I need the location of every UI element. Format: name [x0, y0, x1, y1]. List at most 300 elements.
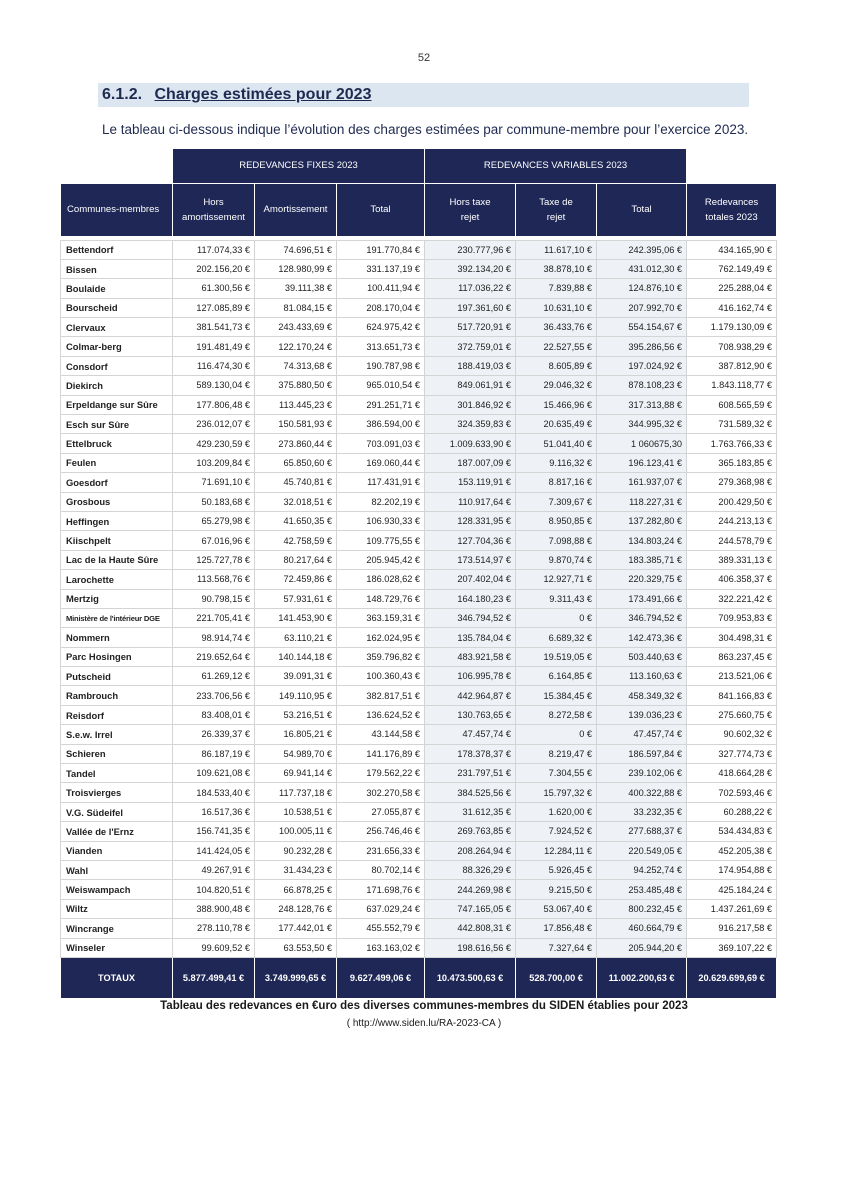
cell-total-variable: 1 060675,30 [597, 434, 687, 453]
cell-commune: Mertzig [61, 589, 173, 608]
cell-redevances-totales: 731.589,32 € [687, 415, 777, 434]
cell-total-fixe: 624.975,42 € [337, 318, 425, 337]
table-source: ( http://www.siden.lu/RA-2023-CA ) [346, 1018, 502, 1029]
cell-amortissement: 140.144,18 € [255, 647, 337, 666]
cell-total-variable: 94.252,74 € [597, 861, 687, 880]
cell-hors-taxe-rejet: 747.165,05 € [425, 899, 516, 918]
cell-hors-taxe-rejet: 849.061,91 € [425, 376, 516, 395]
cell-total-variable: 344.995,32 € [597, 415, 687, 434]
cell-hors-amortissement: 219.652,64 € [173, 647, 255, 666]
table-row [61, 376, 777, 395]
cell-hors-amortissement: 65.279,98 € [173, 511, 255, 530]
cell-taxe-rejet: 7.327,64 € [516, 938, 597, 957]
table-row [61, 240, 777, 259]
cell-redevances-totales: 841.166,83 € [687, 686, 777, 705]
cell-hors-amortissement: 141.424,05 € [173, 841, 255, 860]
cell-total-variable: 183.385,71 € [597, 550, 687, 569]
cell-taxe-rejet: 7.098,88 € [516, 531, 597, 550]
cell-hors-amortissement: 71.691,10 € [173, 473, 255, 492]
cell-amortissement: 57.931,61 € [255, 589, 337, 608]
cell-taxe-rejet: 10.631,10 € [516, 298, 597, 317]
cell-commune: Ettelbruck [61, 434, 173, 453]
cell-hors-taxe-rejet: 110.917,64 € [425, 492, 516, 511]
table-row [61, 298, 777, 317]
cell-total-variable: 220.329,75 € [597, 570, 687, 589]
cell-taxe-rejet: 12.927,71 € [516, 570, 597, 589]
cell-amortissement: 74.313,68 € [255, 356, 337, 375]
cell-total-fixe: 106.930,33 € [337, 511, 425, 530]
col-header-total-fixe: Total [337, 183, 425, 236]
col-header-hors-amortissement: Hors amortissement [173, 183, 255, 236]
table-row [61, 279, 777, 298]
total-total-variable: 11.002.200,63 € [597, 957, 687, 998]
cell-taxe-rejet: 1.620,00 € [516, 802, 597, 821]
cell-amortissement: 122.170,24 € [255, 337, 337, 356]
cell-hors-taxe-rejet: 442.964,87 € [425, 686, 516, 705]
cell-hors-amortissement: 113.568,76 € [173, 570, 255, 589]
cell-amortissement: 248.128,76 € [255, 899, 337, 918]
cell-redevances-totales: 244.213,13 € [687, 511, 777, 530]
cell-commune: Erpeldange sur Sûre [61, 395, 173, 414]
cell-hors-amortissement: 99.609,52 € [173, 938, 255, 957]
cell-commune: Weiswampach [61, 880, 173, 899]
table-row [61, 337, 777, 356]
cell-redevances-totales: 174.954,88 € [687, 861, 777, 880]
cell-redevances-totales: 60.288,22 € [687, 802, 777, 821]
cell-total-variable: 460.664,79 € [597, 919, 687, 938]
table-row [61, 356, 777, 375]
group-header-variable: REDEVANCES VARIABLES 2023 [425, 149, 687, 183]
cell-taxe-rejet: 7.924,52 € [516, 822, 597, 841]
cell-taxe-rejet: 0 € [516, 608, 597, 627]
cell-total-variable: 458.349,32 € [597, 686, 687, 705]
cell-taxe-rejet: 6.164,85 € [516, 667, 597, 686]
cell-taxe-rejet: 36.433,76 € [516, 318, 597, 337]
cell-hors-amortissement: 50.183,68 € [173, 492, 255, 511]
cell-taxe-rejet: 51.041,40 € [516, 434, 597, 453]
cell-total-variable: 139.036,23 € [597, 705, 687, 724]
cell-redevances-totales: 608.565,59 € [687, 395, 777, 414]
cell-taxe-rejet: 5.926,45 € [516, 861, 597, 880]
cell-hors-taxe-rejet: 164.180,23 € [425, 589, 516, 608]
cell-amortissement: 90.232,28 € [255, 841, 337, 860]
cell-commune: Wahl [61, 861, 173, 880]
cell-commune: Winseler [61, 938, 173, 957]
cell-redevances-totales: 244.578,79 € [687, 531, 777, 550]
cell-amortissement: 65.850,60 € [255, 453, 337, 472]
cell-total-variable: 197.024,92 € [597, 356, 687, 375]
cell-redevances-totales: 762.149,49 € [687, 259, 777, 278]
cell-total-fixe: 363.159,31 € [337, 608, 425, 627]
cell-taxe-rejet: 6.689,32 € [516, 628, 597, 647]
cell-taxe-rejet: 9.870,74 € [516, 550, 597, 569]
cell-taxe-rejet: 8.605,89 € [516, 356, 597, 375]
cell-hors-taxe-rejet: 208.264,94 € [425, 841, 516, 860]
cell-taxe-rejet: 15.384,45 € [516, 686, 597, 705]
cell-commune: Wincrange [61, 919, 173, 938]
table-row [61, 473, 777, 492]
cell-total-variable: 253.485,48 € [597, 880, 687, 899]
cell-total-fixe: 302.270,58 € [337, 783, 425, 802]
cell-hors-taxe-rejet: 188.419,03 € [425, 356, 516, 375]
cell-taxe-rejet: 9.215,50 € [516, 880, 597, 899]
cell-amortissement: 42.758,59 € [255, 531, 337, 550]
cell-hors-amortissement: 202.156,20 € [173, 259, 255, 278]
col-header-hors-taxe-rejet: Hors taxe rejet [425, 183, 516, 236]
cell-total-fixe: 27.055,87 € [337, 802, 425, 821]
cell-amortissement: 74.696,51 € [255, 240, 337, 259]
cell-amortissement: 63.110,21 € [255, 628, 337, 647]
cell-total-variable: 186.597,84 € [597, 744, 687, 763]
cell-total-variable: 220.549,05 € [597, 841, 687, 860]
table-row [61, 667, 777, 686]
cell-total-variable: 503.440,63 € [597, 647, 687, 666]
cell-total-variable: 142.473,36 € [597, 628, 687, 647]
cell-total-variable: 205.944,20 € [597, 938, 687, 957]
cell-redevances-totales: 369.107,22 € [687, 938, 777, 957]
cell-redevances-totales: 213.521,06 € [687, 667, 777, 686]
totals-row [61, 957, 777, 998]
cell-total-variable: 161.937,07 € [597, 473, 687, 492]
table-row [61, 861, 777, 880]
total-redevances-totales: 20.629.699,69 € [687, 957, 777, 998]
cell-hors-amortissement: 156.741,35 € [173, 822, 255, 841]
cell-total-variable: 196.123,41 € [597, 453, 687, 472]
cell-hors-taxe-rejet: 31.612,35 € [425, 802, 516, 821]
cell-hors-amortissement: 98.914,74 € [173, 628, 255, 647]
table-row [61, 589, 777, 608]
cell-redevances-totales: 279.368,98 € [687, 473, 777, 492]
table-row [61, 880, 777, 899]
group-header-fixed: REDEVANCES FIXES 2023 [173, 149, 425, 183]
table-row [61, 434, 777, 453]
cell-hors-amortissement: 388.900,48 € [173, 899, 255, 918]
cell-amortissement: 10.538,51 € [255, 802, 337, 821]
cell-commune: Diekirch [61, 376, 173, 395]
cell-total-variable: 400.322,88 € [597, 783, 687, 802]
total-commune: TOTAUX [61, 957, 173, 998]
cell-amortissement: 177.442,01 € [255, 919, 337, 938]
cell-total-variable: 242.395,06 € [597, 240, 687, 259]
cell-hors-amortissement: 109.621,08 € [173, 764, 255, 783]
cell-total-fixe: 43.144,58 € [337, 725, 425, 744]
cell-commune: Tandel [61, 764, 173, 783]
cell-hors-taxe-rejet: 88.326,29 € [425, 861, 516, 880]
cell-commune: Bissen [61, 259, 173, 278]
cell-amortissement: 128.980,99 € [255, 259, 337, 278]
table-row [61, 395, 777, 414]
cell-amortissement: 16.805,21 € [255, 725, 337, 744]
cell-redevances-totales: 225.288,04 € [687, 279, 777, 298]
col-header-total-variable: Total [597, 183, 687, 236]
cell-total-fixe: 148.729,76 € [337, 589, 425, 608]
cell-total-variable: 137.282,80 € [597, 511, 687, 530]
cell-hors-taxe-rejet: 231.797,51 € [425, 764, 516, 783]
cell-hors-taxe-rejet: 483.921,58 € [425, 647, 516, 666]
cell-total-fixe: 186.028,62 € [337, 570, 425, 589]
cell-hors-taxe-rejet: 187.007,09 € [425, 453, 516, 472]
cell-hors-taxe-rejet: 128.331,95 € [425, 511, 516, 530]
cell-redevances-totales: 702.593,46 € [687, 783, 777, 802]
cell-hors-taxe-rejet: 106.995,78 € [425, 667, 516, 686]
total-hors-amortissement: 5.877.499,41 € [173, 957, 255, 998]
table-row [61, 802, 777, 821]
cell-commune: Schieren [61, 744, 173, 763]
table-row [61, 492, 777, 511]
cell-hors-amortissement: 125.727,78 € [173, 550, 255, 569]
table-row [61, 570, 777, 589]
cell-hors-taxe-rejet: 127.704,36 € [425, 531, 516, 550]
column-header-row [61, 183, 777, 236]
cell-hors-taxe-rejet: 392.134,20 € [425, 259, 516, 278]
cell-total-variable: 124.876,10 € [597, 279, 687, 298]
cell-taxe-rejet: 15.466,96 € [516, 395, 597, 414]
cell-commune: Kiischpelt [61, 531, 173, 550]
cell-commune: S.e.w. Irrel [61, 725, 173, 744]
cell-total-fixe: 190.787,98 € [337, 356, 425, 375]
table-row [61, 744, 777, 763]
cell-taxe-rejet: 17.856,48 € [516, 919, 597, 938]
cell-total-variable: 317.313,88 € [597, 395, 687, 414]
cell-hors-taxe-rejet: 372.759,01 € [425, 337, 516, 356]
cell-commune: Heffingen [61, 511, 173, 530]
table-row [61, 608, 777, 627]
cell-hors-amortissement: 16.517,36 € [173, 802, 255, 821]
cell-redevances-totales: 425.184,24 € [687, 880, 777, 899]
cell-total-fixe: 82.202,19 € [337, 492, 425, 511]
table-row [61, 318, 777, 337]
table-row [61, 415, 777, 434]
cell-taxe-rejet: 9.311,43 € [516, 589, 597, 608]
cell-redevances-totales: 304.498,31 € [687, 628, 777, 647]
charges-table [60, 149, 777, 999]
table-row [61, 764, 777, 783]
cell-commune: Bettendorf [61, 240, 173, 259]
cell-amortissement: 53.216,51 € [255, 705, 337, 724]
cell-commune: Grosbous [61, 492, 173, 511]
cell-total-fixe: 162.024,95 € [337, 628, 425, 647]
cell-total-fixe: 117.431,91 € [337, 473, 425, 492]
cell-commune: Vianden [61, 841, 173, 860]
cell-redevances-totales: 389.331,13 € [687, 550, 777, 569]
cell-amortissement: 100.005,11 € [255, 822, 337, 841]
cell-taxe-rejet: 15.797,32 € [516, 783, 597, 802]
cell-hors-taxe-rejet: 117.036,22 € [425, 279, 516, 298]
cell-commune: Troisvierges [61, 783, 173, 802]
cell-hors-amortissement: 278.110,78 € [173, 919, 255, 938]
cell-total-fixe: 637.029,24 € [337, 899, 425, 918]
cell-hors-amortissement: 191.481,49 € [173, 337, 255, 356]
cell-total-fixe: 191.770,84 € [337, 240, 425, 259]
cell-redevances-totales: 387.812,90 € [687, 356, 777, 375]
cell-amortissement: 31.434,23 € [255, 861, 337, 880]
cell-total-variable: 207.992,70 € [597, 298, 687, 317]
cell-total-fixe: 703.091,03 € [337, 434, 425, 453]
table-row [61, 705, 777, 724]
cell-taxe-rejet: 38.878,10 € [516, 259, 597, 278]
cell-redevances-totales: 434.165,90 € [687, 240, 777, 259]
cell-commune: Clervaux [61, 318, 173, 337]
cell-hors-amortissement: 26.339,37 € [173, 725, 255, 744]
cell-redevances-totales: 322.221,42 € [687, 589, 777, 608]
cell-hors-taxe-rejet: 269.763,85 € [425, 822, 516, 841]
cell-hors-taxe-rejet: 178.378,37 € [425, 744, 516, 763]
cell-commune: Larochette [61, 570, 173, 589]
cell-commune: Bourscheid [61, 298, 173, 317]
cell-total-variable: 431.012,30 € [597, 259, 687, 278]
cell-amortissement: 243.433,69 € [255, 318, 337, 337]
cell-total-fixe: 136.624,52 € [337, 705, 425, 724]
cell-total-fixe: 208.170,04 € [337, 298, 425, 317]
cell-hors-amortissement: 221.705,41 € [173, 608, 255, 627]
cell-amortissement: 41.650,35 € [255, 511, 337, 530]
cell-amortissement: 72.459,86 € [255, 570, 337, 589]
cell-redevances-totales: 275.660,75 € [687, 705, 777, 724]
table-row [61, 899, 777, 918]
cell-redevances-totales: 708.938,29 € [687, 337, 777, 356]
cell-total-fixe: 163.163,02 € [337, 938, 425, 957]
cell-total-variable: 346.794,52 € [597, 608, 687, 627]
cell-redevances-totales: 416.162,74 € [687, 298, 777, 317]
cell-total-fixe: 141.176,89 € [337, 744, 425, 763]
cell-hors-taxe-rejet: 301.846,92 € [425, 395, 516, 414]
cell-redevances-totales: 863.237,45 € [687, 647, 777, 666]
cell-hors-taxe-rejet: 153.119,91 € [425, 473, 516, 492]
cell-hors-amortissement: 116.474,30 € [173, 356, 255, 375]
cell-total-variable: 395.286,56 € [597, 337, 687, 356]
cell-redevances-totales: 1.843.118,77 € [687, 376, 777, 395]
cell-redevances-totales: 1.763.766,33 € [687, 434, 777, 453]
cell-total-fixe: 100.411,94 € [337, 279, 425, 298]
cell-hors-taxe-rejet: 197.361,60 € [425, 298, 516, 317]
table-row [61, 647, 777, 666]
cell-hors-taxe-rejet: 198.616,56 € [425, 938, 516, 957]
cell-redevances-totales: 406.358,37 € [687, 570, 777, 589]
cell-total-variable: 113.160,63 € [597, 667, 687, 686]
group-header-blank [687, 149, 777, 183]
cell-total-variable: 878.108,23 € [597, 376, 687, 395]
cell-commune: Boulaide [61, 279, 173, 298]
cell-hors-amortissement: 184.533,40 € [173, 783, 255, 802]
cell-amortissement: 150.581,93 € [255, 415, 337, 434]
col-header-commune: Communes-membres [61, 183, 173, 236]
section-number: 6.1.2. [102, 86, 143, 103]
cell-total-variable: 173.491,66 € [597, 589, 687, 608]
cell-commune: Vallée de l'Ernz [61, 822, 173, 841]
cell-total-fixe: 455.552,79 € [337, 919, 425, 938]
cell-amortissement: 39.111,38 € [255, 279, 337, 298]
table-row [61, 841, 777, 860]
cell-hors-taxe-rejet: 130.763,65 € [425, 705, 516, 724]
cell-total-variable: 277.688,37 € [597, 822, 687, 841]
cell-hors-amortissement: 117.074,33 € [173, 240, 255, 259]
cell-amortissement: 80.217,64 € [255, 550, 337, 569]
cell-redevances-totales: 200.429,50 € [687, 492, 777, 511]
cell-total-fixe: 109.775,55 € [337, 531, 425, 550]
cell-hors-amortissement: 49.267,91 € [173, 861, 255, 880]
table-row [61, 511, 777, 530]
cell-total-fixe: 331.137,19 € [337, 259, 425, 278]
cell-amortissement: 54.989,70 € [255, 744, 337, 763]
cell-hors-amortissement: 86.187,19 € [173, 744, 255, 763]
cell-hors-amortissement: 103.209,84 € [173, 453, 255, 472]
cell-hors-amortissement: 127.085,89 € [173, 298, 255, 317]
cell-taxe-rejet: 22.527,55 € [516, 337, 597, 356]
cell-total-fixe: 313.651,73 € [337, 337, 425, 356]
cell-total-fixe: 965.010,54 € [337, 376, 425, 395]
cell-hors-taxe-rejet: 517.720,91 € [425, 318, 516, 337]
cell-hors-amortissement: 61.269,12 € [173, 667, 255, 686]
table-body [61, 236, 777, 998]
section-title: Charges estimées pour 2023 [154, 86, 372, 103]
cell-amortissement: 45.740,81 € [255, 473, 337, 492]
cell-total-variable: 800.232,45 € [597, 899, 687, 918]
cell-amortissement: 273.860,44 € [255, 434, 337, 453]
cell-commune: Putscheid [61, 667, 173, 686]
table-row [61, 453, 777, 472]
cell-hors-taxe-rejet: 442.808,31 € [425, 919, 516, 938]
cell-commune: Esch sur Sûre [61, 415, 173, 434]
group-header-blank [61, 149, 173, 183]
cell-taxe-rejet: 20.635,49 € [516, 415, 597, 434]
table-row [61, 259, 777, 278]
cell-total-fixe: 359.796,82 € [337, 647, 425, 666]
cell-amortissement: 113.445,23 € [255, 395, 337, 414]
section-heading [98, 83, 749, 107]
table-row [61, 531, 777, 550]
page-number: 52 [417, 52, 431, 64]
cell-commune: Colmar-berg [61, 337, 173, 356]
cell-total-fixe: 256.746,46 € [337, 822, 425, 841]
cell-total-fixe: 171.698,76 € [337, 880, 425, 899]
table-row [61, 725, 777, 744]
cell-total-variable: 554.154,67 € [597, 318, 687, 337]
cell-total-variable: 47.457,74 € [597, 725, 687, 744]
cell-redevances-totales: 327.774,73 € [687, 744, 777, 763]
cell-taxe-rejet: 11.617,10 € [516, 240, 597, 259]
cell-amortissement: 141.453,90 € [255, 608, 337, 627]
cell-taxe-rejet: 9.116,32 € [516, 453, 597, 472]
cell-commune: Feulen [61, 453, 173, 472]
cell-redevances-totales: 452.205,38 € [687, 841, 777, 860]
cell-total-fixe: 231.656,33 € [337, 841, 425, 860]
cell-taxe-rejet: 8.219,47 € [516, 744, 597, 763]
cell-hors-taxe-rejet: 1.009.633,90 € [425, 434, 516, 453]
cell-total-fixe: 169.060,44 € [337, 453, 425, 472]
total-total-fixe: 9.627.499,06 € [337, 957, 425, 998]
cell-amortissement: 81.084,15 € [255, 298, 337, 317]
cell-redevances-totales: 1.437.261,69 € [687, 899, 777, 918]
cell-taxe-rejet: 7.309,67 € [516, 492, 597, 511]
cell-total-fixe: 382.817,51 € [337, 686, 425, 705]
table-row [61, 919, 777, 938]
cell-hors-taxe-rejet: 384.525,56 € [425, 783, 516, 802]
cell-hors-taxe-rejet: 47.457,74 € [425, 725, 516, 744]
cell-hors-amortissement: 589.130,04 € [173, 376, 255, 395]
cell-total-variable: 239.102,06 € [597, 764, 687, 783]
cell-redevances-totales: 418.664,28 € [687, 764, 777, 783]
cell-hors-taxe-rejet: 324.359,83 € [425, 415, 516, 434]
table-row [61, 783, 777, 802]
cell-taxe-rejet: 53.067,40 € [516, 899, 597, 918]
table-row [61, 686, 777, 705]
cell-commune: Parc Hosingen [61, 647, 173, 666]
table-row [61, 938, 777, 957]
cell-redevances-totales: 534.434,83 € [687, 822, 777, 841]
cell-redevances-totales: 365.183,85 € [687, 453, 777, 472]
table-row [61, 822, 777, 841]
cell-taxe-rejet: 12.284,11 € [516, 841, 597, 860]
